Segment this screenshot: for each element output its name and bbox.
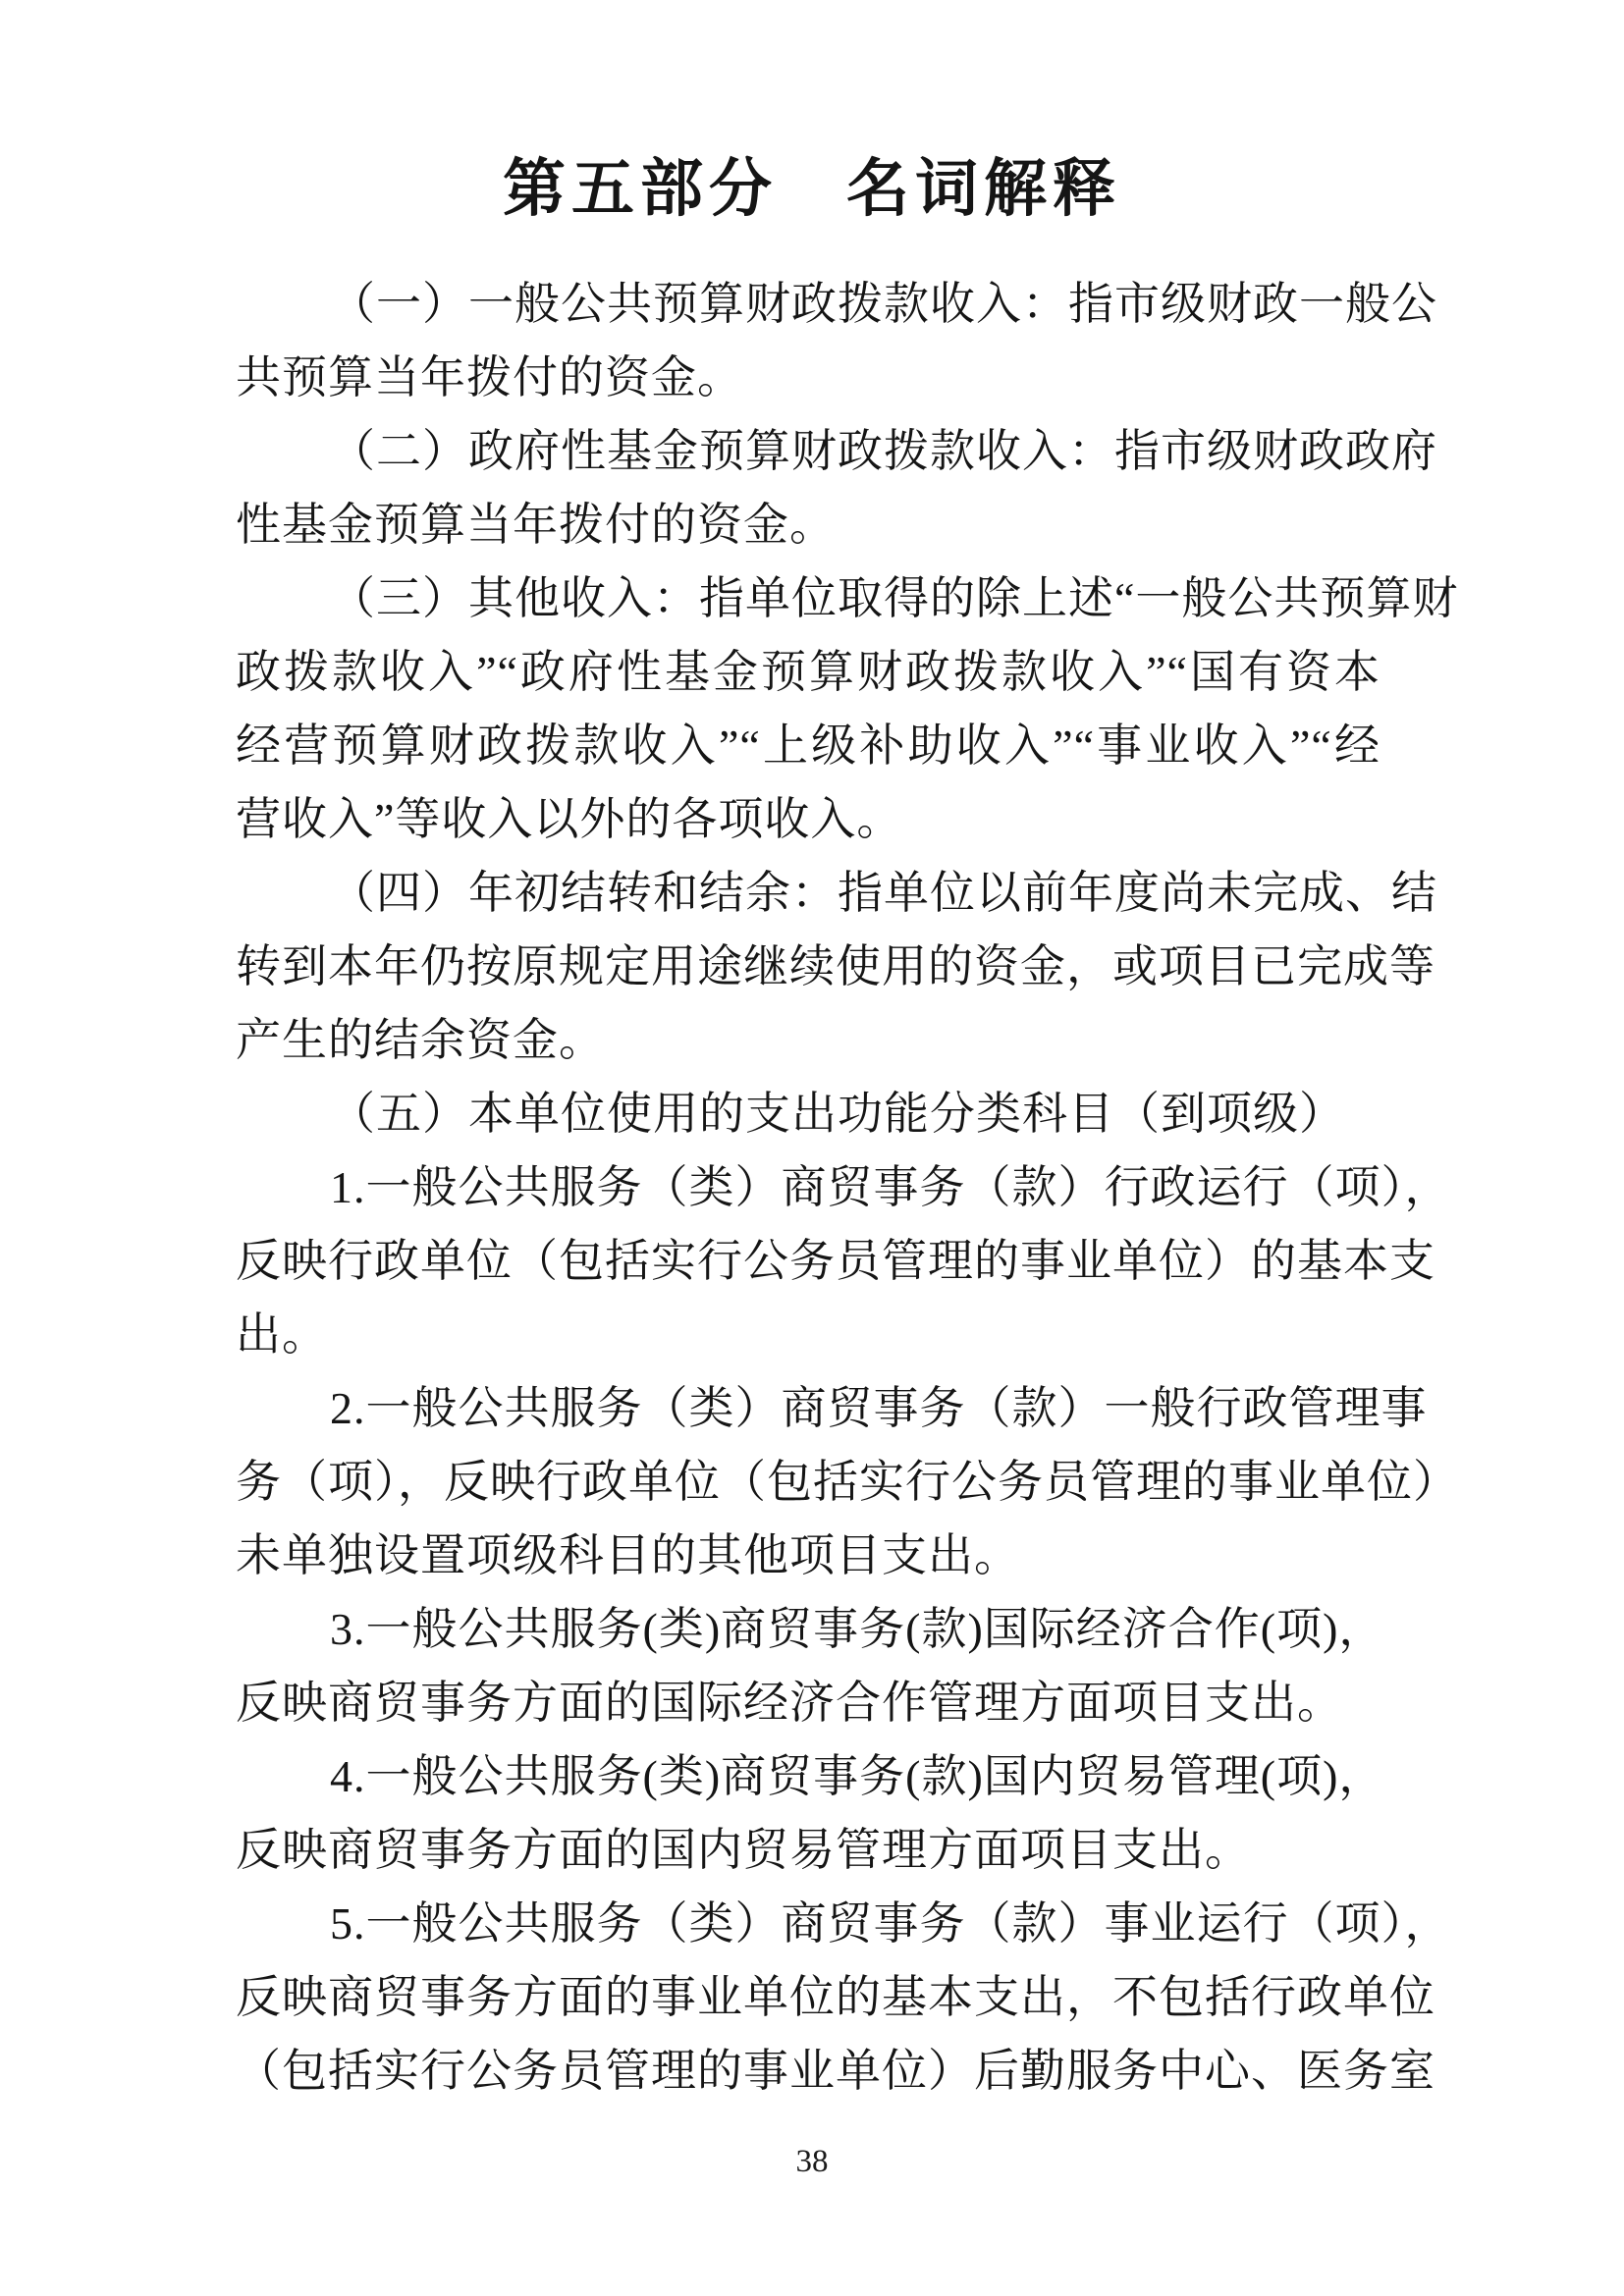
text-line: 政拨款收入”“政府性基金预算财政拨款收入”“国有资本: [236, 647, 1380, 697]
text-line: （五）本单位使用的支出功能分类科目（到项级）: [330, 1089, 1345, 1139]
page-title: 第五部分 名词解释: [503, 154, 1121, 224]
text-line: 经营预算财政拨款收入”“上级补助收入”“事业收入”“经: [236, 721, 1380, 771]
text-line: 2.一般公共服务（类）商贸事务（款）一般行政管理事: [330, 1383, 1428, 1433]
page-number: 38: [795, 2144, 829, 2179]
text-line: 营收入”等收入以外的各项收入。: [236, 794, 903, 844]
text-line: 共预算当年拨付的资金。: [236, 352, 743, 402]
text-line: （三）其他收入：指单位取得的除上述“一般公共预算财: [330, 573, 1459, 623]
text-line: 反映商贸事务方面的国际经济合作管理方面项目支出。: [236, 1678, 1343, 1728]
text-line: 4.一般公共服务(类)商贸事务(款)国内贸易管理(项)，: [330, 1751, 1385, 1801]
text-line: 1.一般公共服务（类）商贸事务（款）行政运行（项），: [330, 1162, 1451, 1212]
text-line: 反映商贸事务方面的事业单位的基本支出，不包括行政单位: [236, 1972, 1435, 2022]
text-line: 未单独设置项级科目的其他项目支出。: [236, 1530, 1020, 1580]
text-line: 出。: [236, 1309, 328, 1360]
text-line: 转到本年仍按原规定用途继续使用的资金，或项目已完成等: [236, 941, 1435, 991]
text-line: 务（项），反映行政单位（包括实行公务员管理的事业单位）: [236, 1457, 1459, 1507]
text-line: 3.一般公共服务(类)商贸事务(款)国际经济合作(项)，: [330, 1604, 1385, 1654]
text-line: 产生的结余资金。: [236, 1015, 605, 1065]
text-line: 反映商贸事务方面的国内贸易管理方面项目支出。: [236, 1825, 1251, 1875]
text-line: （包括实行公务员管理的事业单位）后勤服务中心、医务室: [236, 2046, 1435, 2096]
text-line: （二）政府性基金预算财政拨款收入：指市级财政政府: [330, 426, 1437, 476]
text-line: 反映行政单位（包括实行公务员管理的事业单位）的基本支: [236, 1236, 1435, 1286]
text-line: （四）年初结转和结余：指单位以前年度尚未完成、结: [330, 868, 1437, 918]
text-line: （一）一般公共预算财政拨款收入：指市级财政一般公: [330, 279, 1437, 329]
text-line: 5.一般公共服务（类）商贸事务（款）事业运行（项），: [330, 1898, 1451, 1949]
document-body: [236, 267, 1459, 2108]
text-line: 性基金预算当年拨付的资金。: [236, 500, 836, 550]
